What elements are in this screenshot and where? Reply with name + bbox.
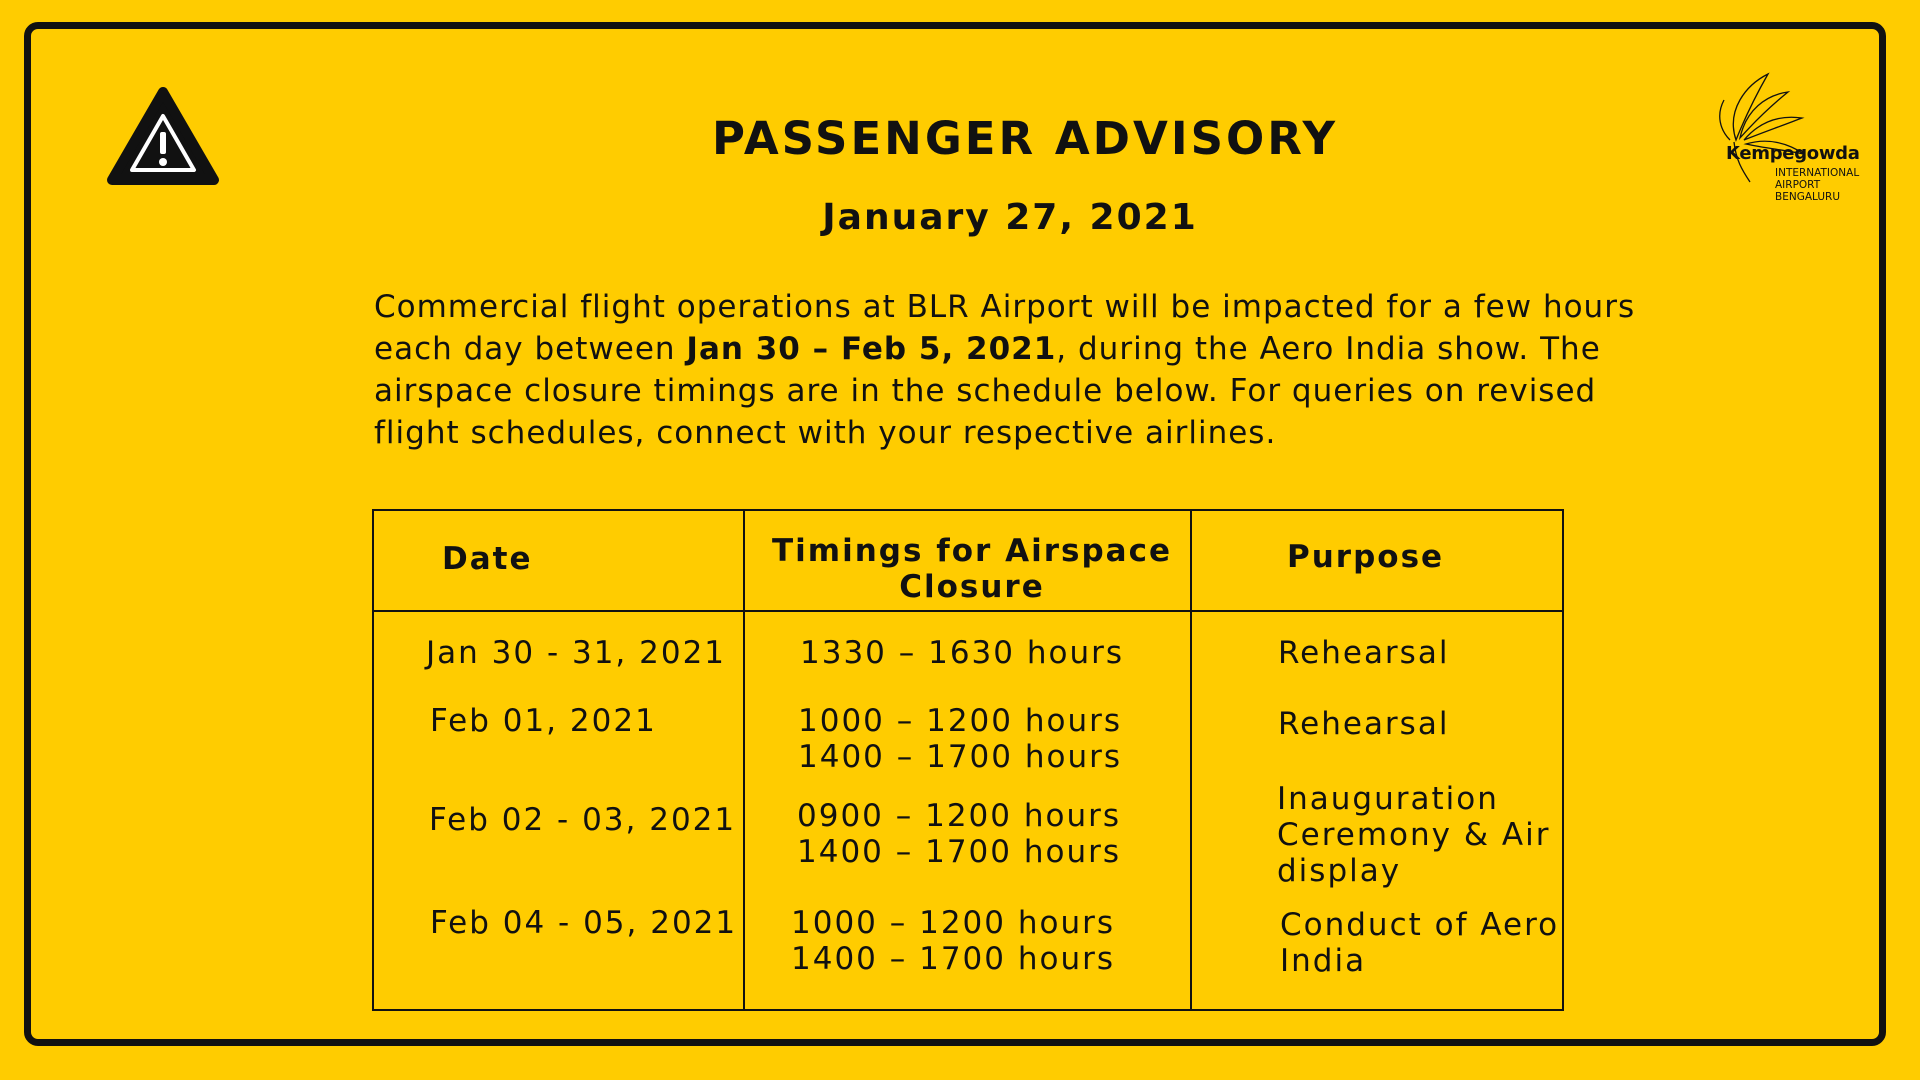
- table-border-right: [1562, 509, 1564, 1011]
- row-2-timings: 1000 – 1200 hours 1400 – 1700 hours: [798, 703, 1123, 775]
- table-border-left: [372, 509, 374, 1011]
- table-column-divider-1: [743, 509, 745, 1011]
- table-header-divider: [372, 610, 1564, 612]
- row-3-purpose: Inauguration Ceremony & Air display: [1277, 781, 1551, 889]
- intro-date-range: Jan 30 – Feb 5, 2021: [686, 331, 1057, 367]
- row-4-timings: 1000 – 1200 hours 1400 – 1700 hours: [791, 905, 1116, 977]
- row-1-purpose: Rehearsal: [1278, 635, 1450, 671]
- logo-subtitle: INTERNATIONAL AIRPORT BENGALURU: [1775, 167, 1860, 203]
- logo-name: Kempegowda: [1726, 143, 1860, 164]
- row-4-purpose: Conduct of Aero India: [1280, 907, 1560, 979]
- header-purpose: Purpose: [1287, 539, 1445, 575]
- row-1-timings: 1330 – 1630 hours: [800, 635, 1125, 671]
- intro-text-1: Commercial flight operations at BLR Airport will be impacted for a few hours each day between: [374, 289, 1636, 367]
- intro-text-2: , during the Aero India show. The airspace closure timings are in the schedule below. For queries on revised flight schedules, connect with your respective airlines.: [374, 331, 1601, 451]
- advisory-title: PASSENGER ADVISORY: [711, 112, 1339, 165]
- row-3-timings: 0900 – 1200 hours 1400 – 1700 hours: [797, 798, 1122, 870]
- table-border-top: [372, 509, 1564, 511]
- row-2-purpose: Rehearsal: [1278, 706, 1450, 742]
- closure-schedule-table: [372, 509, 1564, 1011]
- row-2-date: Feb 01, 2021: [430, 703, 657, 739]
- table-border-bottom: [372, 1009, 1564, 1011]
- advisory-date: January 27, 2021: [822, 197, 1198, 238]
- row-1-date: Jan 30 - 31, 2021: [426, 635, 727, 671]
- row-4-date: Feb 04 - 05, 2021: [430, 905, 738, 941]
- header-date: Date: [442, 541, 533, 577]
- advisory-intro: [374, 286, 1654, 454]
- header-timings: Timings for Airspace Closure: [772, 533, 1172, 605]
- row-3-date: Feb 02 - 03, 2021: [429, 802, 737, 838]
- table-column-divider-2: [1190, 509, 1192, 1011]
